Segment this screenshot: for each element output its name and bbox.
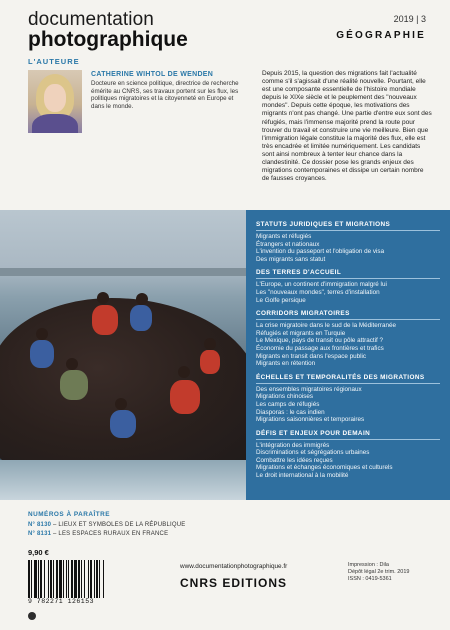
website-link[interactable]: www.documentationphotographique.fr	[180, 563, 288, 570]
section-item: Des ensembles migratoires régionaux	[256, 385, 362, 393]
upcoming-issue-item	[28, 531, 168, 537]
contents-section	[256, 221, 440, 263]
contents-section	[256, 310, 440, 368]
author-name: CATHERINE WIHTOL DE WENDEN	[91, 71, 214, 78]
upcoming-issue-item	[28, 522, 186, 528]
brand-line-2: photographique	[28, 28, 188, 51]
imprint-line: ISSN : 0419-5361	[348, 576, 392, 582]
cover-photo-migrants-boat	[0, 210, 246, 500]
contents-section	[256, 430, 440, 480]
section-item: Migrations saisonnières et temporaires	[256, 416, 365, 424]
author-bio: Docteure en science politique, directrice de recherche émérite au CNRS, ses travaux portent sur les flux, les politiques migratoires et la citoyenneté en Europe et dans le monde.	[91, 80, 239, 110]
brand-line-1: documentation	[28, 9, 154, 30]
issue-info	[336, 14, 426, 41]
barcode	[28, 560, 128, 598]
upcoming-issue-number: N° 8130	[28, 522, 52, 528]
pefc-logo-icon	[28, 612, 36, 620]
section-item: Migrants et réfugiés	[256, 233, 312, 240]
contents-section	[256, 269, 440, 304]
author-section-label: L'AUTEURE	[28, 57, 80, 66]
section-item: Réfugiés et migrants en Turquie	[256, 329, 346, 337]
section-title: STATUTS JURIDIQUES ET MIGRATIONS	[256, 221, 440, 231]
section-title: DÉFIS ET ENJEUX POUR DEMAIN	[256, 430, 440, 440]
section-item: L'Europe, un continent d'immigration malgré lui	[256, 281, 387, 289]
section-item: Étrangers et nationaux	[256, 240, 320, 248]
section-item: Discriminations et ségrégations urbaines	[256, 449, 370, 457]
publisher-name: CNRS EDITIONS	[180, 576, 288, 590]
upcoming-issues-title: NUMÉROS À PARAÎTRE	[28, 511, 111, 518]
upcoming-issue-label: – LIEUX ET SYMBOLES DE LA RÉPUBLIQUE	[51, 522, 186, 528]
price: 9,90 €	[28, 548, 49, 557]
upcoming-issue-number: N° 8131	[28, 531, 52, 537]
imprint-line: Impression : Dila	[348, 562, 389, 568]
section-item: Le droit international à la mobilité	[256, 472, 349, 480]
section-item: Des migrants sans statut	[256, 255, 326, 263]
section-item: Diasporas : le cas indien	[256, 408, 325, 416]
section-title: CORRIDORS MIGRATOIRES	[256, 310, 440, 320]
contents-section	[256, 374, 440, 424]
section-item: Le Golfe persique	[256, 296, 306, 304]
issue-number: 2019 | 3	[393, 14, 426, 24]
section-item: Migrations et échanges économiques et culturels	[256, 464, 393, 472]
section-item: L'invention du passeport et l'obligation de visa	[256, 248, 385, 256]
section-item: Migrants en transit dans l'espace public	[256, 352, 367, 360]
section-item: Migrants en rétention	[256, 360, 316, 368]
section-item: L'intégration des immigrés	[256, 441, 330, 449]
section-item: Économie du passage aux frontières et trafics	[256, 344, 384, 352]
barcode-number: 9 782271 126153	[28, 598, 95, 605]
section-item: La crise migratoire dans le sud de la Méditerranée	[256, 322, 397, 330]
upcoming-issue-label: – LES ESPACES RURAUX EN FRANCE	[51, 531, 169, 537]
imprint-info	[348, 562, 409, 583]
table-of-contents	[246, 210, 450, 500]
section-item: Les "nouveaux mondes", terres d'installation	[256, 288, 380, 296]
imprint-line: Dépôt légal 2e trim. 2019	[348, 569, 410, 575]
brand-logo	[28, 10, 188, 50]
section-item: Combattre les idées reçues	[256, 456, 333, 464]
section-item: Le Mexique, pays de transit ou pôle attractif ?	[256, 337, 384, 345]
section-title: ÉCHELLES ET TEMPORALITÉS DES MIGRATIONS	[256, 374, 440, 384]
section-title: DES TERRES D'ACCUEIL	[256, 269, 440, 279]
author-portrait	[28, 70, 82, 133]
section-item: Migrations chinoises	[256, 393, 314, 401]
intro-paragraph: Depuis 2015, la question des migrations fait l'actualité comme s'il s'agissait d'une réalité nouvelle. Pourtant, elle est une composante essentielle de l'histoire mondiale depuis le XIXe siècle et le peuplement des "nouveaux mondes". Depuis cette époque, les motivations des migrants n'ont pas changé. Une partie d'entre eux sont des réfugiés, mais l'immense majorité prend la route pour trouver du travail et construire une vie meilleure. Bien que l'immigration légale constitue la majorité des flux, elle est très encadrée et limitée numériquement. Les candidats sont ainsi nombreux à tenter leur chance dans la clandestinité. Ce dossier pose les grands enjeux des migrations contemporaines et dissipe un certain nombre de fausses croyances.	[262, 70, 432, 183]
theme-label: GÉOGRAPHIE	[336, 30, 426, 41]
section-item: Les camps de réfugiés	[256, 400, 320, 408]
